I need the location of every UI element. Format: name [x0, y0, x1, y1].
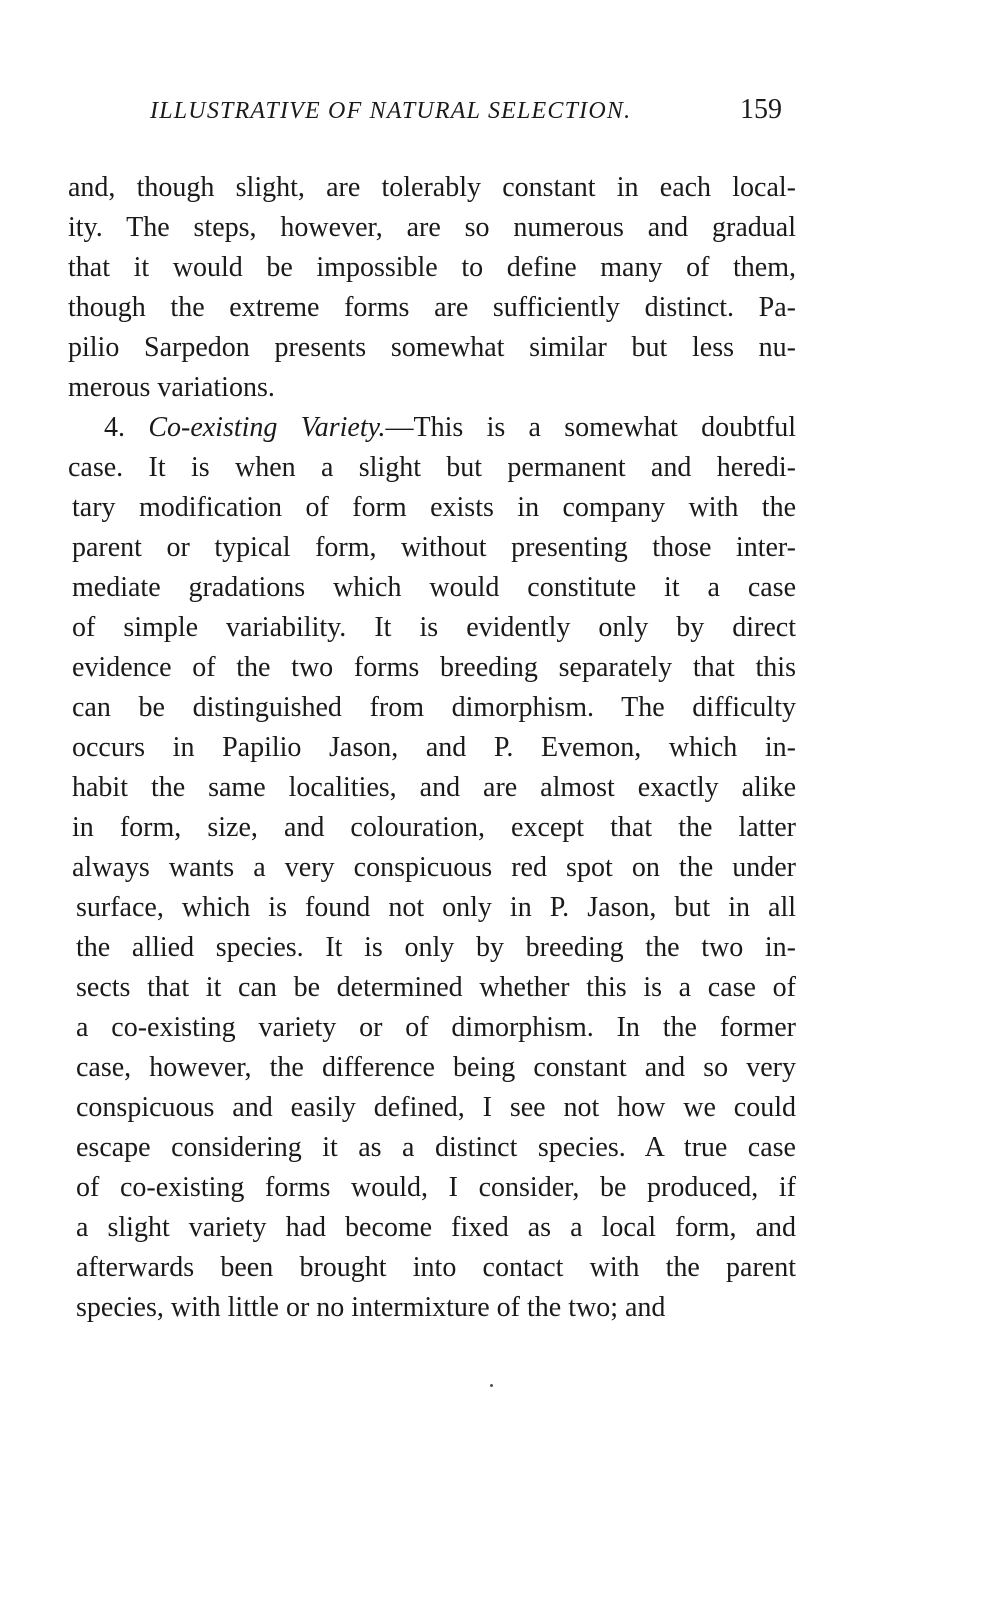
text-line: the allied species. It is only by breeding the two in- [76, 932, 796, 963]
text-line: afterwards been brought into contact with the parent [76, 1252, 796, 1283]
page-number: 159 [740, 94, 782, 125]
text-line: a co-existing variety or of dimorphism. In the former [76, 1012, 796, 1043]
text-line: habit the same localities, and are almost exactly alike [72, 772, 796, 803]
text-line: merous variations. [68, 372, 275, 403]
text-line: case, however, the difference being constant and so very [76, 1052, 796, 1083]
text-line: always wants a very conspicuous red spot on the under [72, 852, 796, 883]
text-line: though the extreme forms are sufficiently distinct. Pa- [68, 292, 796, 323]
stray-ink-dot [490, 1384, 493, 1387]
text-line: parent or typical form, without presenting those inter- [72, 532, 796, 563]
text-line: can be distinguished from dimorphism. The difficulty [72, 692, 796, 723]
text-line: that it would be impossible to define many of them, [68, 252, 796, 283]
text-line: pilio Sarpedon presents somewhat similar but less nu- [68, 332, 796, 363]
paragraph-first-line [68, 408, 796, 448]
section-number: 4. [104, 412, 149, 443]
text-line: species, with little or no intermixture of the two; and [76, 1292, 666, 1323]
text-line: a slight variety had become fixed as a local form, and [76, 1212, 796, 1243]
running-head [150, 94, 790, 138]
text-line: mediate gradations which would constitute it a case [72, 572, 796, 603]
paragraph-2 [68, 408, 796, 1328]
text-line: of co-existing forms would, I consider, be produced, if [76, 1172, 796, 1203]
text-line: escape considering it as a distinct species. A true case [76, 1132, 796, 1163]
text-line: case. It is when a slight but permanent and heredi- [68, 452, 796, 483]
first-line-rest: —This is a somewhat doubtful [385, 412, 797, 443]
text-line: and, though slight, are tolerably constant in each local- [68, 172, 796, 203]
text-line: in form, size, and colouration, except that the latter [72, 812, 796, 843]
text-line: tary modification of form exists in company with the [72, 492, 796, 523]
text-line: conspicuous and easily defined, I see not how we could [76, 1092, 796, 1123]
paragraph-1 [68, 168, 796, 408]
text-line: surface, which is found not only in P. Jason, but in all [76, 892, 796, 923]
section-heading: Co-existing Variety. [148, 412, 386, 443]
text-line: sects that it can be determined whether this is a case of [76, 972, 796, 1003]
running-title: ILLUSTRATIVE OF NATURAL SELECTION. [150, 98, 632, 124]
text-line: of simple variability. It is evidently only by direct [72, 612, 796, 643]
text-line: evidence of the two forms breeding separately that this [72, 652, 796, 683]
text-line: occurs in Papilio Jason, and P. Evemon, which in- [72, 732, 796, 763]
body-text [68, 168, 796, 1328]
text-line: ity. The steps, however, are so numerous and gradual [68, 212, 796, 243]
